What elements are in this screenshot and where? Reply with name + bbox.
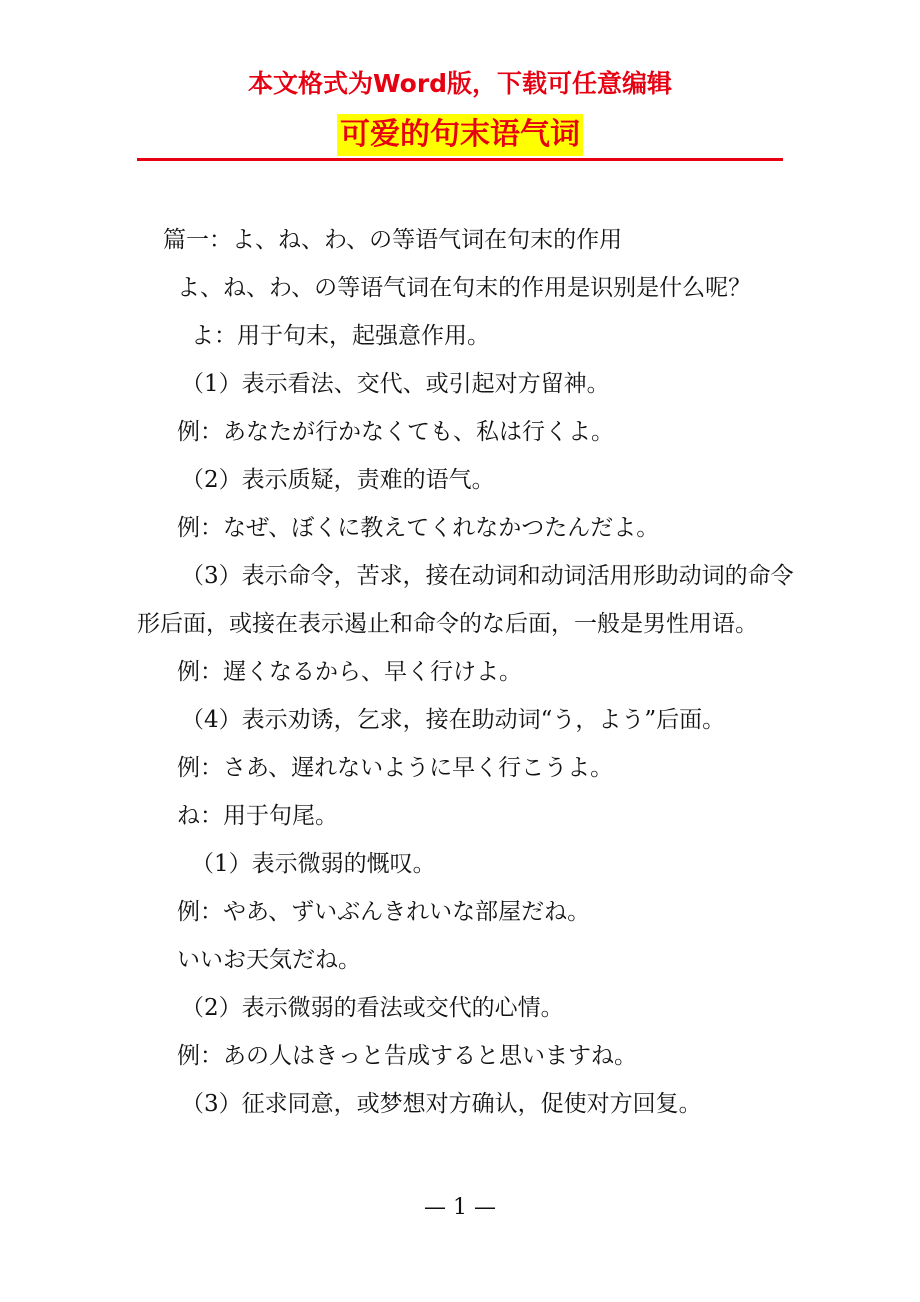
text-line: （1）表示微弱的慨叹。: [191, 851, 436, 877]
text-line: （3）征求同意，或梦想对方确认，促使对方回复。: [181, 1091, 702, 1117]
text-line: （3）表示命令，苦求，接在动词和动词活用形助动词的命令形后面，或接在表示遏止和命令的な后面，一般是男性用语。: [137, 563, 794, 637]
text-line: （2）表示微弱的看法或交代的心情。: [181, 995, 564, 1021]
text-line: よ、ね、わ、の等语气词在句末的作用是识别是什么呢？: [177, 275, 752, 301]
text-line: 例：あの人はきっと告成すると思いますね。: [177, 1043, 637, 1069]
page-number: — 1 —: [424, 1195, 496, 1220]
text-line: 例：遅くなるから、早く行けよ。: [177, 659, 522, 685]
title-container: [0, 114, 920, 156]
text-line: 篇一：よ、ね、わ、の等语气词在句末的作用: [163, 227, 623, 253]
text-line: ね：用于句尾。: [177, 803, 338, 829]
format-banner: 本文格式为Word版，下载可任意编辑: [247, 69, 673, 98]
text-line: いいお天気だね。: [177, 947, 361, 973]
text-line: （1）表示看法、交代、或引起对方留神。: [181, 371, 610, 397]
document-body: [137, 216, 797, 1128]
text-line: （2）表示质疑，责难的语气。: [181, 467, 495, 493]
text-line: 例：あなたが行かなくても、私は行くよ。: [177, 419, 614, 445]
document-title: 可爱的句末语气词: [337, 114, 583, 156]
text-line: 例：さあ、遅れないように早く行こうよ。: [177, 755, 614, 781]
title-divider: [137, 158, 783, 161]
text-line: （4）表示劝诱，乞求，接在助动词“う，よう”后面。: [181, 707, 726, 733]
text-line: よ：用于句末，起强意作用。: [191, 323, 490, 349]
text-line: 例：やあ、ずいぶんきれいな部屋だね。: [177, 899, 591, 925]
text-line: 例：なぜ、ぼくに教えてくれなかつたんだよ。: [177, 515, 660, 541]
